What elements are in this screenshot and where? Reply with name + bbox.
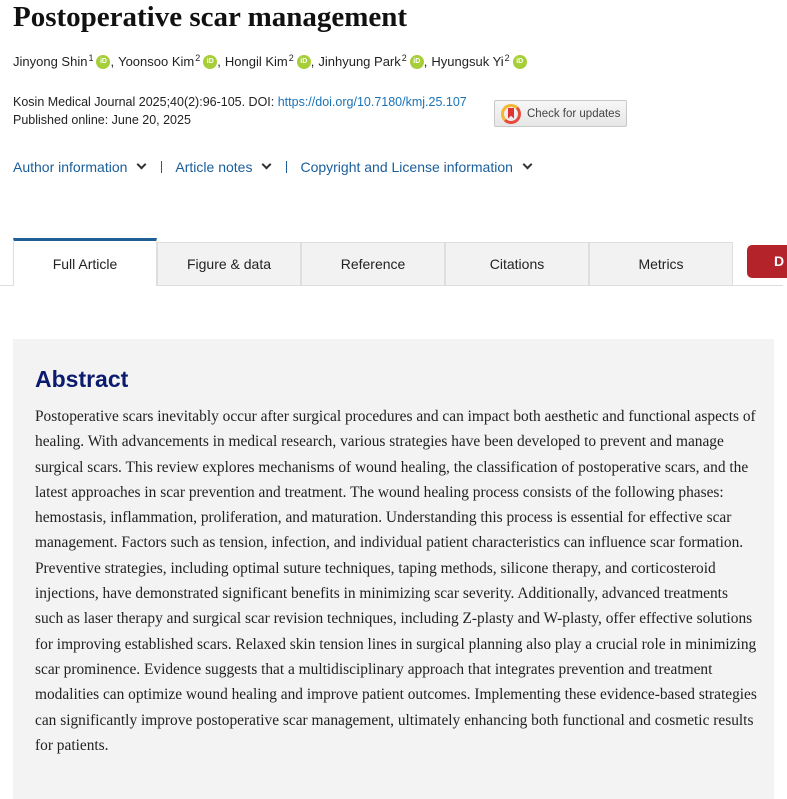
article-title: Postoperative scar management <box>13 1 408 33</box>
copyright-license-toggle[interactable] <box>300 159 530 175</box>
author-list <box>13 54 527 69</box>
author-affiliation-sup: 2 <box>195 52 201 63</box>
author-information-toggle[interactable] <box>13 159 145 175</box>
chevron-down-icon <box>137 160 147 170</box>
tab-figure-data[interactable]: Figure & data <box>157 242 301 286</box>
author-name[interactable]: Jinhyung Park <box>318 54 401 69</box>
orcid-icon[interactable]: iD <box>203 55 217 69</box>
check-updates-label: Check for updates <box>527 107 621 120</box>
tab-full-article[interactable]: Full Article <box>13 238 157 286</box>
author-affiliation-sup: 2 <box>401 52 407 63</box>
orcid-icon[interactable]: iD <box>410 55 424 69</box>
author-name[interactable]: Jinyong Shin <box>13 54 88 69</box>
author-item[interactable] <box>431 54 526 69</box>
chevron-down-icon <box>522 160 532 170</box>
orcid-icon[interactable]: iD <box>96 55 110 69</box>
tab-reference[interactable]: Reference <box>301 242 445 286</box>
divider <box>286 161 287 173</box>
tab-metrics[interactable]: Metrics <box>589 242 733 286</box>
author-affiliation-sup: 2 <box>288 52 294 63</box>
tab-citations[interactable]: Citations <box>445 242 589 286</box>
article-info-links <box>13 159 531 175</box>
article-notes-toggle[interactable] <box>175 159 270 175</box>
author-separator: , <box>310 54 315 69</box>
doi-link[interactable]: https://doi.org/10.7180/kmj.25.107 <box>277 95 467 109</box>
citation-line <box>13 95 467 109</box>
author-separator: , <box>110 54 115 69</box>
author-name[interactable]: Hongil Kim <box>224 54 288 69</box>
author-affiliation-sup: 2 <box>504 52 510 63</box>
author-separator: , <box>423 54 428 69</box>
abstract-text: Postoperative scars inevitably occur after surgical procedures and can impact both aesthetic and functional aspects of healing. With advancements in medical research, various strategies have been developed to prevent and manage surgical scars. This review explores mechanisms of wound healing, the classification of postoperative scars, and the latest approaches in scar prevention and treatment. The wound healing process consists of the following phases: hemostasis, inflammation, proliferation, and maturation. Understanding this process is essential for effective scar management. Factors such as tension, infection, and individual patient characteristics can influence scar formation. Preventive strategies, including optimal suture techniques, taping methods, silicone therapy, and corticosteroid injections, have demonstrated significant benefits in minimizing scar severity. Additionally, advanced treatments such as laser therapy and surgical scar revision techniques, including Z-plasty and W-plasty, offer effective solutions for improving established scars. Relaxed skin tension lines in surgical planning also play a crucial role in minimizing scar prominence. Evidence suggests that a multidisciplinary approach that integrates prevention and treatment modalities can optimize wound healing and improve patient outcomes. Implementing these evidence-based strategies can significantly improve postoperative scar management, ultimately enhancing both functional and cosmetic results for patients. <box>35 408 757 754</box>
info-link-label: Copyright and License information <box>300 159 513 175</box>
abstract-heading: Abstract <box>35 366 129 392</box>
check-for-updates-button[interactable] <box>494 100 627 127</box>
abstract-section <box>13 339 774 799</box>
author-separator: , <box>217 54 221 69</box>
author-item[interactable] <box>225 54 319 69</box>
orcid-icon[interactable]: iD <box>513 55 527 69</box>
info-link-label: Author information <box>13 159 128 175</box>
divider <box>161 161 162 173</box>
article-tabs <box>13 238 783 286</box>
author-item[interactable] <box>13 54 118 69</box>
citation-text: Kosin Medical Journal 2025;40(2):96-105. DOI: <box>13 95 278 109</box>
author-item[interactable] <box>318 54 431 69</box>
author-name[interactable]: Hyungsuk Yi <box>431 54 504 69</box>
download-pdf-button[interactable]: D <box>747 245 787 278</box>
author-name[interactable]: Yoonsoo Kim <box>118 54 195 69</box>
crossmark-icon <box>501 104 521 124</box>
published-date: Published online: June 20, 2025 <box>13 113 191 127</box>
author-affiliation-sup: 1 <box>88 52 94 63</box>
chevron-down-icon <box>262 160 272 170</box>
author-item[interactable] <box>118 54 225 69</box>
orcid-icon[interactable]: iD <box>297 55 311 69</box>
info-link-label: Article notes <box>175 159 253 175</box>
